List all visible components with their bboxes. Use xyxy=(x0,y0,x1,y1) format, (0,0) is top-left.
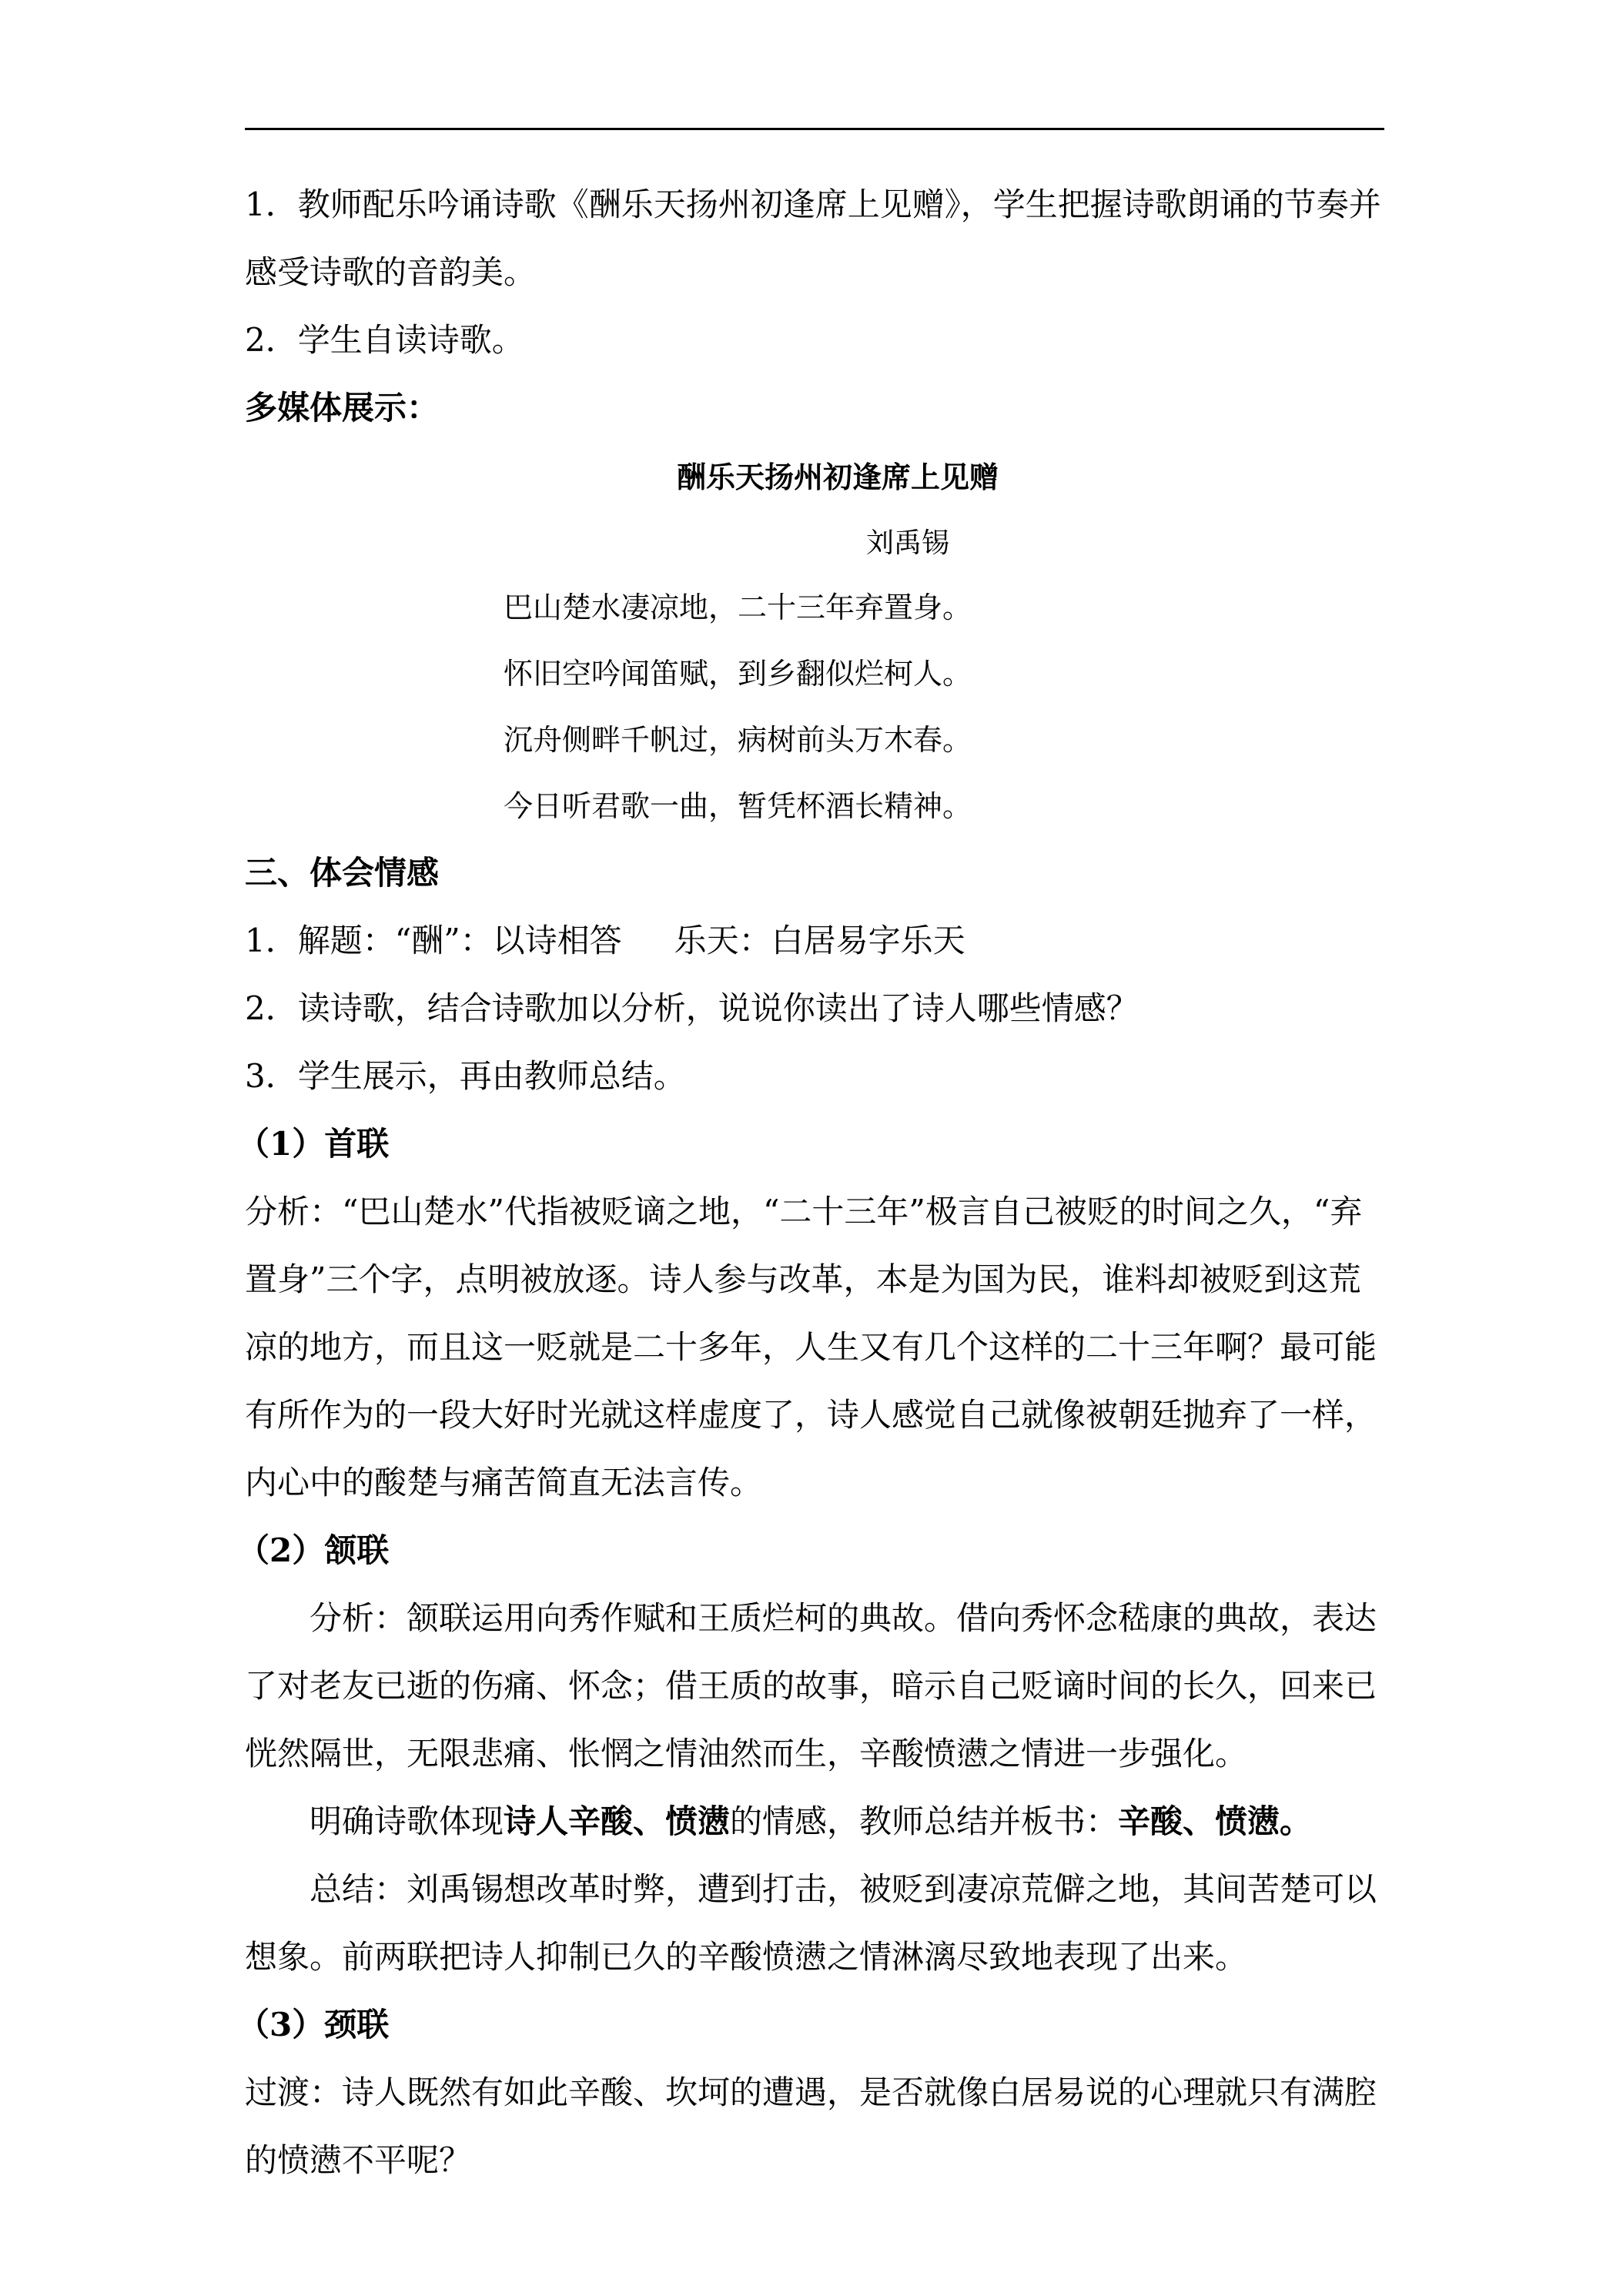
poem-line: 今日听君歌一曲，暂凭杯酒长精神。 xyxy=(504,789,972,823)
clarify-bold-2: 辛酸、愤懑。 xyxy=(1118,1802,1313,1840)
poem-line: 巴山楚水凄凉地，二十三年弃置身。 xyxy=(504,591,972,624)
couplet-2-analysis: 分析：颔联运用向秀作赋和王质烂柯的典故。借向秀怀念嵇康的典故，表达了对老友已逝的伤痛、怀念；借王质的故事，暗示自己贬谪时间的长久，回来已恍然隔世，无限悲痛、怅惘之情油然而生，辛酸愤懑之情进一步强化。 xyxy=(245,1599,1377,1772)
poem-line: 沉舟侧畔千帆过，病树前头万木春。 xyxy=(504,723,972,757)
document-body xyxy=(237,171,1384,2194)
intro-paragraph-2: 2．学生自读诗歌。 xyxy=(245,321,524,359)
couplet-3-transition: 过渡：诗人既然有如此辛酸、坎坷的遭遇，是否就像白居易说的心理就只有满腔的愤懑不平呢？ xyxy=(245,2073,1377,2179)
poem-author: 刘禹锡 xyxy=(865,527,949,559)
section-item-2: 2．读诗歌，结合诗歌加以分析，说说你读出了诗人哪些情感？ xyxy=(245,989,1139,1027)
media-label: 多媒体展示： xyxy=(245,389,440,427)
intro-paragraph-1: 1．教师配乐吟诵诗歌《酬乐天扬州初逢席上见赠》，学生把握诗歌朗诵的节奏并感受诗歌的音韵美。 xyxy=(245,186,1381,291)
clarify-text-2: 的情感，教师总结并板书： xyxy=(730,1802,1119,1840)
clarify-text-1: 明确诗歌体现 xyxy=(310,1802,504,1840)
couplet-2-heading: （2）颔联 xyxy=(237,1531,390,1569)
header-rule xyxy=(245,128,1384,130)
item-1-title-explanation: 1．解题：“酬”：以诗相答 xyxy=(245,922,622,959)
section-item-3: 3．学生展示，再由教师总结。 xyxy=(245,1057,686,1095)
poem-block xyxy=(245,442,1384,839)
section-heading: 三、体会情感 xyxy=(245,854,440,892)
couplet-2-clarification xyxy=(245,1788,1384,1856)
couplet-3-heading: （3）颈联 xyxy=(237,2006,390,2043)
couplet-1-heading: （1）首联 xyxy=(237,1125,390,1163)
couplet-1-analysis: 分析：“巴山楚水”代指被贬谪之地，“二十三年”极言自己被贬的时间之久，“弃置身”三个字，点明被放逐。诗人参与改革，本是为国为民，谁料却被贬到这荒凉的地方，而且这一贬就是二十多年，人生又有几个这样的二十三年啊？最可能有所作为的一段大好时光就这样虚度了，诗人感觉自己就像被朝廷抛弃了一样，内心中的酸楚与痛苦简直无法言传。 xyxy=(245,1193,1377,1501)
couplet-2-summary: 总结：刘禹锡想改革时弊，遭到打击，被贬到凄凉荒僻之地，其间苦楚可以想象。前两联把诗人抑制已久的辛酸愤懑之情淋漓尽致地表现了出来。 xyxy=(245,1870,1377,1976)
item-1-letian-explanation: 乐天：白居易字乐天 xyxy=(674,922,965,959)
clarify-bold-1: 诗人辛酸、愤懑 xyxy=(504,1802,731,1840)
section-item-1 xyxy=(245,907,1384,975)
poem-title: 酬乐天扬州初逢席上见赠 xyxy=(676,460,999,494)
poem-line: 怀旧空吟闻笛赋，到乡翻似烂柯人。 xyxy=(504,657,972,691)
